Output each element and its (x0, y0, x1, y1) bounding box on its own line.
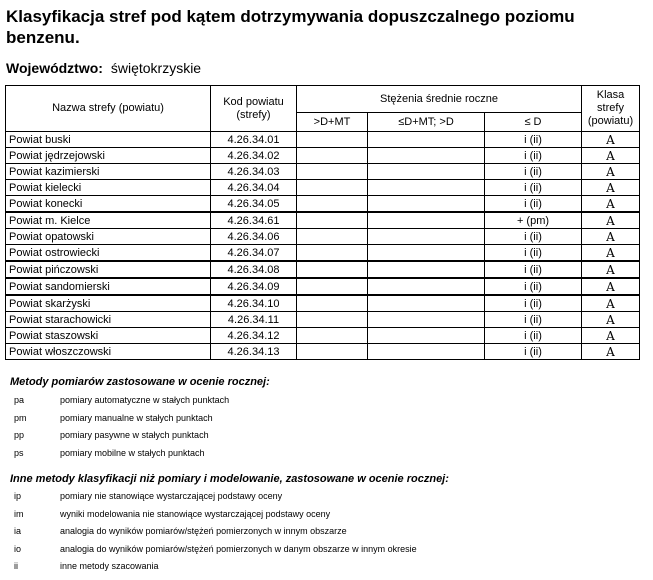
between-d-cell (368, 196, 485, 213)
legend-description: pomiary manualne w stałych punktach (60, 412, 213, 423)
below-d-cell: i (ii) (485, 344, 582, 360)
legend-code: pa (14, 395, 25, 405)
below-d-cell: i (ii) (485, 245, 582, 262)
below-d-cell: i (ii) (485, 261, 582, 278)
zone-code-cell: 4.26.34.11 (211, 312, 297, 328)
zone-name-cell: Powiat skarżyski (6, 295, 211, 312)
methods-heading: Metody pomiarów zastosowane w ocenie rocznej: (10, 376, 270, 388)
table-row (6, 245, 640, 262)
legend-description: pomiary mobilne w stałych punktach (60, 447, 205, 458)
legend-description: pomiary automatyczne w stałych punktach (60, 395, 230, 405)
header-zone-class: Klasa strefy (powiatu) (582, 86, 640, 132)
zone-class-cell: A (582, 261, 640, 278)
legend-code: ip (14, 491, 22, 501)
zone-name-cell: Powiat jędrzejowski (6, 148, 211, 164)
above-d-mt-cell (297, 132, 368, 148)
zone-name-cell: Powiat kielecki (6, 180, 211, 196)
header-between-d-and-d-mt: ≤D+MT; >D (368, 113, 485, 132)
legend-code: pp (14, 430, 25, 440)
between-d-cell (368, 278, 485, 295)
legend-description: wyniki modelowania nie stanowiące wystarczającej podstawy oceny (60, 508, 331, 519)
above-d-mt-cell (297, 229, 368, 245)
table-row (6, 261, 640, 278)
legend-description: analogia do wyników pomiarów/stężeń pomierzonych w danym obszarze w innym okresie (60, 543, 417, 554)
zone-code-cell: 4.26.34.05 (211, 196, 297, 213)
zone-class-cell: A (582, 212, 640, 229)
legend-item (14, 509, 330, 519)
header-zone-name: Nazwa strefy (powiatu) (6, 86, 211, 132)
above-d-mt-cell (297, 261, 368, 278)
legend-item (14, 526, 347, 536)
below-d-cell: i (ii) (485, 328, 582, 344)
between-d-cell (368, 212, 485, 229)
voivodeship-value: świętokrzyskie (110, 60, 202, 76)
table-row (6, 344, 640, 360)
above-d-mt-cell (297, 344, 368, 360)
zone-code-cell: 4.26.34.12 (211, 328, 297, 344)
table-row (6, 148, 640, 164)
zone-class-cell: A (582, 278, 640, 295)
below-d-cell: i (ii) (485, 278, 582, 295)
between-d-cell (368, 261, 485, 278)
below-d-cell: i (ii) (485, 295, 582, 312)
legend-item (14, 491, 282, 501)
legend-item (14, 413, 213, 423)
table-row (6, 229, 640, 245)
below-d-cell: i (ii) (485, 164, 582, 180)
zone-code-cell: 4.26.34.03 (211, 164, 297, 180)
zone-name-cell: Powiat kazimierski (6, 164, 211, 180)
table-row (6, 196, 640, 213)
page-title: Klasyfikacja stref pod kątem dotrzymywania dopuszczalnego poziomu benzenu. (6, 7, 575, 47)
zone-name-cell: Powiat m. Kielce (6, 212, 211, 229)
zone-code-cell: 4.26.34.13 (211, 344, 297, 360)
legend-description: pomiary pasywne w stałych punktach (60, 430, 209, 440)
zone-code-cell: 4.26.34.61 (211, 212, 297, 229)
between-d-cell (368, 344, 485, 360)
between-d-cell (368, 295, 485, 312)
zone-name-cell: Powiat staszowski (6, 328, 211, 344)
below-d-cell: i (ii) (485, 229, 582, 245)
zone-class-cell: A (582, 312, 640, 328)
zone-name-cell: Powiat ostrowiecki (6, 245, 211, 262)
between-d-cell (368, 312, 485, 328)
between-d-cell (368, 148, 485, 164)
above-d-mt-cell (297, 245, 368, 262)
legend-item (14, 561, 159, 571)
table-row (6, 180, 640, 196)
between-d-cell (368, 132, 485, 148)
classification-table (5, 85, 640, 360)
zone-class-cell: A (582, 295, 640, 312)
between-d-cell (368, 164, 485, 180)
legend-code: ii (14, 561, 18, 571)
below-d-cell: i (ii) (485, 148, 582, 164)
zone-class-cell: A (582, 180, 640, 196)
legend-description: analogia do wyników pomiarów/stężeń pomierzonych w innym obszarze (60, 526, 347, 536)
zone-class-cell: A (582, 196, 640, 213)
voivodeship-line (6, 60, 201, 76)
between-d-cell (368, 328, 485, 344)
legend-item (14, 448, 205, 458)
legend-code: ia (14, 526, 22, 536)
zone-code-cell: 4.26.34.06 (211, 229, 297, 245)
legend-item (14, 430, 209, 440)
zone-code-cell: 4.26.34.08 (211, 261, 297, 278)
below-d-cell: i (ii) (485, 312, 582, 328)
above-d-mt-cell (297, 180, 368, 196)
zone-name-cell: Powiat włoszczowski (6, 344, 211, 360)
zone-code-cell: 4.26.34.02 (211, 148, 297, 164)
zone-class-cell: A (582, 164, 640, 180)
legend-code: pm (14, 412, 27, 423)
below-d-cell: + (pm) (485, 212, 582, 229)
legend-code: im (14, 508, 24, 519)
above-d-mt-cell (297, 212, 368, 229)
header-below-d: ≤ D (485, 113, 582, 132)
below-d-cell: i (ii) (485, 196, 582, 213)
table-row (6, 295, 640, 312)
zone-code-cell: 4.26.34.10 (211, 295, 297, 312)
above-d-mt-cell (297, 164, 368, 180)
zone-class-cell: A (582, 245, 640, 262)
zone-class-cell: A (582, 328, 640, 344)
below-d-cell: i (ii) (485, 132, 582, 148)
legend-item (14, 395, 229, 405)
table-row (6, 328, 640, 344)
voivodeship-label: Województwo: (6, 60, 103, 76)
legend-description: inne metody szacowania (60, 561, 159, 571)
zone-class-cell: A (582, 148, 640, 164)
above-d-mt-cell (297, 312, 368, 328)
zone-name-cell: Powiat opatowski (6, 229, 211, 245)
above-d-mt-cell (297, 278, 368, 295)
other-methods-heading: Inne metody klasyfikacji niż pomiary i modelowanie, zastosowane w ocenie rocznej: (10, 473, 449, 485)
zone-name-cell: Powiat sandomierski (6, 278, 211, 295)
above-d-mt-cell (297, 328, 368, 344)
above-d-mt-cell (297, 295, 368, 312)
zone-class-cell: A (582, 132, 640, 148)
between-d-cell (368, 245, 485, 262)
legend-code: ps (14, 447, 24, 458)
legend-description: pomiary nie stanowiące wystarczającej podstawy oceny (60, 491, 283, 501)
legend-item (14, 544, 417, 554)
zone-name-cell: Powiat starachowicki (6, 312, 211, 328)
table-row (6, 278, 640, 295)
header-annual-concentrations: Stężenia średnie roczne (297, 86, 582, 113)
table-row (6, 312, 640, 328)
zone-name-cell: Powiat pińczowski (6, 261, 211, 278)
zone-code-cell: 4.26.34.01 (211, 132, 297, 148)
zone-code-cell: 4.26.34.09 (211, 278, 297, 295)
zone-class-cell: A (582, 229, 640, 245)
zone-name-cell: Powiat konecki (6, 196, 211, 213)
header-above-d-mt: >D+MT (297, 113, 368, 132)
legend-code: io (14, 543, 22, 554)
table-row (6, 164, 640, 180)
below-d-cell: i (ii) (485, 180, 582, 196)
above-d-mt-cell (297, 148, 368, 164)
between-d-cell (368, 180, 485, 196)
between-d-cell (368, 229, 485, 245)
table-row (6, 212, 640, 229)
zone-code-cell: 4.26.34.04 (211, 180, 297, 196)
header-zone-code: Kod powiatu (strefy) (211, 86, 297, 132)
zone-class-cell: A (582, 344, 640, 360)
table-row (6, 132, 640, 148)
above-d-mt-cell (297, 196, 368, 213)
zone-code-cell: 4.26.34.07 (211, 245, 297, 262)
zone-name-cell: Powiat buski (6, 132, 211, 148)
